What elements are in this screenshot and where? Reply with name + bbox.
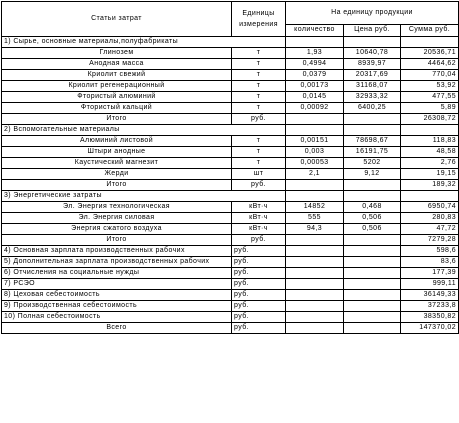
- item-price: 0,506: [344, 213, 401, 224]
- empty-cell: [344, 191, 401, 202]
- item-unit: т: [232, 59, 286, 70]
- cost-line-unit: руб.: [232, 279, 286, 290]
- cost-line-sum: 999,11: [401, 279, 459, 290]
- empty-cell: [286, 290, 344, 301]
- cost-line-unit: руб.: [232, 246, 286, 257]
- header-unit: Единицы измерения: [232, 2, 286, 37]
- item-qty: 0,00173: [286, 81, 344, 92]
- item-unit: т: [232, 158, 286, 169]
- table-row: [2, 92, 459, 103]
- cost-line-name: 7) РСЭО: [2, 279, 232, 290]
- table-row: [2, 224, 459, 235]
- item-price: 8939,97: [344, 59, 401, 70]
- cost-line-row: [2, 279, 459, 290]
- item-sum: 48,58: [401, 147, 459, 158]
- cost-line-name: 6) Отчисления на социальные нужды: [2, 268, 232, 279]
- item-qty: 0,00151: [286, 136, 344, 147]
- section-header-row: [2, 37, 459, 48]
- item-qty: 0,0145: [286, 92, 344, 103]
- table-row: [2, 59, 459, 70]
- cost-line-name: 5) Дополнительная зарплата производственных рабочих: [2, 257, 232, 268]
- item-name: Каустический магнезит: [2, 158, 232, 169]
- item-sum: 19,15: [401, 169, 459, 180]
- subtotal-unit: руб.: [232, 114, 286, 125]
- item-unit: т: [232, 103, 286, 114]
- item-name: Эл. Энергия силовая: [2, 213, 232, 224]
- subtotal-row: [2, 114, 459, 125]
- subtotal-label: Итого: [2, 235, 232, 246]
- grand-total-label: Всего: [2, 323, 232, 334]
- item-sum: 2,76: [401, 158, 459, 169]
- item-name: Криолит свежий: [2, 70, 232, 81]
- empty-cell: [344, 323, 401, 334]
- item-name: Глинозем: [2, 48, 232, 59]
- item-sum: 53,92: [401, 81, 459, 92]
- cost-line-unit: руб.: [232, 290, 286, 301]
- item-price: 20317,69: [344, 70, 401, 81]
- table-row: [2, 103, 459, 114]
- item-name: Энергия сжатого воздуха: [2, 224, 232, 235]
- subtotal-label: Итого: [2, 114, 232, 125]
- subtotal-row: [2, 235, 459, 246]
- item-unit: кВт·ч: [232, 224, 286, 235]
- cost-line-sum: 37233,8: [401, 301, 459, 312]
- header-price: Цена руб.: [344, 24, 401, 36]
- table-row: [2, 169, 459, 180]
- item-price: 32933,32: [344, 92, 401, 103]
- section-title: 3) Энергетические затраты: [2, 191, 286, 202]
- empty-cell: [286, 257, 344, 268]
- empty-cell: [286, 279, 344, 290]
- cost-line-sum: 177,39: [401, 268, 459, 279]
- header-per-unit: На единицу продукции: [286, 2, 459, 25]
- cost-line-name: 10) Полная себестоимость: [2, 312, 232, 323]
- empty-cell: [286, 114, 344, 125]
- table-row: [2, 136, 459, 147]
- item-qty: 0,00092: [286, 103, 344, 114]
- grand-total-unit: руб.: [232, 323, 286, 334]
- empty-cell: [344, 268, 401, 279]
- cost-line-row: [2, 246, 459, 257]
- empty-cell: [401, 191, 459, 202]
- cost-table: [1, 1, 459, 334]
- item-price: 10640,78: [344, 48, 401, 59]
- item-unit: т: [232, 92, 286, 103]
- item-unit: шт: [232, 169, 286, 180]
- item-price: 6400,25: [344, 103, 401, 114]
- cost-line-unit: руб.: [232, 312, 286, 323]
- item-qty: 0,4994: [286, 59, 344, 70]
- item-unit: т: [232, 81, 286, 92]
- section-header-row: [2, 191, 459, 202]
- cost-line-sum: 598,6: [401, 246, 459, 257]
- item-qty: 555: [286, 213, 344, 224]
- cost-line-unit: руб.: [232, 257, 286, 268]
- item-price: 5202: [344, 158, 401, 169]
- item-name: Алюминий листовой: [2, 136, 232, 147]
- header-sum: Сумма руб.: [401, 24, 459, 36]
- item-price: 16191,75: [344, 147, 401, 158]
- item-name: Штыри анодные: [2, 147, 232, 158]
- cost-line-sum: 83,6: [401, 257, 459, 268]
- empty-cell: [344, 180, 401, 191]
- section-title: 2) Вспомогательные материалы: [2, 125, 286, 136]
- table-row: [2, 81, 459, 92]
- section-header-row: [2, 125, 459, 136]
- item-price: 78698,67: [344, 136, 401, 147]
- item-sum: 20536,71: [401, 48, 459, 59]
- item-price: 0,468: [344, 202, 401, 213]
- item-price: 0,506: [344, 224, 401, 235]
- item-qty: 94,3: [286, 224, 344, 235]
- cost-line-row: [2, 268, 459, 279]
- item-unit: т: [232, 48, 286, 59]
- empty-cell: [344, 290, 401, 301]
- empty-cell: [344, 114, 401, 125]
- subtotal-unit: руб.: [232, 235, 286, 246]
- item-sum: 770,04: [401, 70, 459, 81]
- subtotal-sum: 189,32: [401, 180, 459, 191]
- item-unit: кВт·ч: [232, 202, 286, 213]
- empty-cell: [344, 257, 401, 268]
- item-qty: 2,1: [286, 169, 344, 180]
- item-price: 9,12: [344, 169, 401, 180]
- empty-cell: [286, 312, 344, 323]
- subtotal-unit: руб.: [232, 180, 286, 191]
- empty-cell: [286, 246, 344, 257]
- section-title: 1) Сырье, основные материалы,полуфабрикаты: [2, 37, 286, 48]
- empty-cell: [344, 125, 401, 136]
- item-name: Анодная масса: [2, 59, 232, 70]
- header-qty: количество: [286, 24, 344, 36]
- empty-cell: [286, 191, 344, 202]
- table-row: [2, 202, 459, 213]
- item-name: Фтористый алюминий: [2, 92, 232, 103]
- empty-cell: [344, 301, 401, 312]
- item-qty: 1,93: [286, 48, 344, 59]
- empty-cell: [286, 268, 344, 279]
- table-row: [2, 147, 459, 158]
- subtotal-sum: 26308,72: [401, 114, 459, 125]
- empty-cell: [286, 125, 344, 136]
- empty-cell: [401, 37, 459, 48]
- item-sum: 4464,62: [401, 59, 459, 70]
- item-unit: т: [232, 147, 286, 158]
- empty-cell: [286, 235, 344, 246]
- cost-line-sum: 36149,33: [401, 290, 459, 301]
- subtotal-label: Итого: [2, 180, 232, 191]
- empty-cell: [286, 301, 344, 312]
- empty-cell: [344, 246, 401, 257]
- empty-cell: [344, 37, 401, 48]
- empty-cell: [344, 279, 401, 290]
- cost-line-row: [2, 257, 459, 268]
- header-cost-items: Статьи затрат: [2, 2, 232, 37]
- item-unit: т: [232, 70, 286, 81]
- empty-cell: [286, 323, 344, 334]
- subtotal-row: [2, 180, 459, 191]
- item-sum: 5,89: [401, 103, 459, 114]
- cost-line-row: [2, 312, 459, 323]
- cost-line-row: [2, 290, 459, 301]
- table-row: [2, 158, 459, 169]
- cost-line-name: 4) Основная зарплата производственных рабочих: [2, 246, 232, 257]
- cost-table-body: [2, 37, 459, 334]
- item-sum: 47,72: [401, 224, 459, 235]
- empty-cell: [401, 125, 459, 136]
- cost-line-unit: руб.: [232, 268, 286, 279]
- item-name: Эл. Энергия технологическая: [2, 202, 232, 213]
- item-unit: т: [232, 136, 286, 147]
- item-sum: 280,83: [401, 213, 459, 224]
- item-name: Криолит регенерационный: [2, 81, 232, 92]
- cost-line-sum: 38350,82: [401, 312, 459, 323]
- item-sum: 6950,74: [401, 202, 459, 213]
- subtotal-sum: 7279,28: [401, 235, 459, 246]
- empty-cell: [286, 37, 344, 48]
- cost-line-name: 8) Цеховая себестоимость: [2, 290, 232, 301]
- table-row: [2, 213, 459, 224]
- cost-line-unit: руб.: [232, 301, 286, 312]
- grand-total-row: [2, 323, 459, 334]
- cost-line-name: 9) Производственная себестоимость: [2, 301, 232, 312]
- empty-cell: [344, 312, 401, 323]
- empty-cell: [344, 235, 401, 246]
- grand-total-sum: 147370,02: [401, 323, 459, 334]
- item-price: 31168,07: [344, 81, 401, 92]
- table-row: [2, 70, 459, 81]
- item-name: Жерди: [2, 169, 232, 180]
- cost-line-row: [2, 301, 459, 312]
- item-qty: 0,00053: [286, 158, 344, 169]
- item-unit: кВт·ч: [232, 213, 286, 224]
- item-sum: 118,83: [401, 136, 459, 147]
- item-qty: 0,0379: [286, 70, 344, 81]
- item-qty: 0,003: [286, 147, 344, 158]
- item-sum: 477,55: [401, 92, 459, 103]
- item-name: Фтористый кальций: [2, 103, 232, 114]
- table-row: [2, 48, 459, 59]
- item-qty: 14852: [286, 202, 344, 213]
- empty-cell: [286, 180, 344, 191]
